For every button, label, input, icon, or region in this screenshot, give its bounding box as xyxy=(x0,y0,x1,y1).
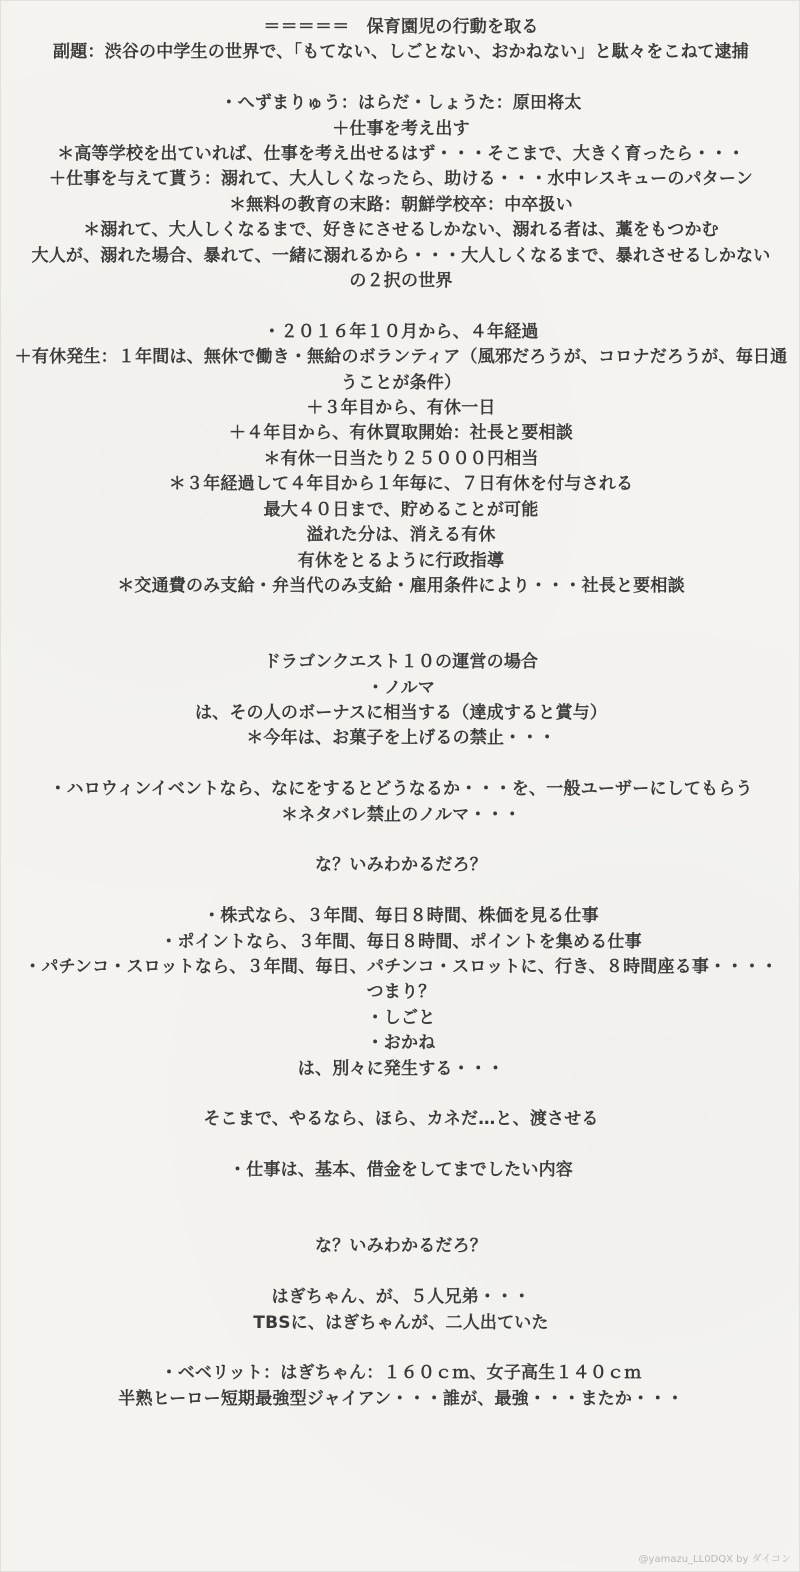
text-line: そこまで、やるなら、ほら、カネだ…と、渡させる xyxy=(203,1109,599,1130)
text-line: ＋３年目から、有休一日 xyxy=(306,398,496,419)
text-line: ＋仕事を与えて貰う：溺れて、大人しくなったら、助ける・・・水中レスキューのパターン xyxy=(48,169,753,190)
text-line: ＊３年経過して４年目から１年毎に、７日有休を付与される xyxy=(168,474,634,495)
text-line: ドラゴンクエスト１０の運営の場合 xyxy=(263,652,539,673)
text-line: ＊ネタバレ禁止のノルマ・・・ xyxy=(281,804,521,825)
blank-line xyxy=(11,828,791,853)
blank-line xyxy=(11,599,791,624)
text-line: ・おかね xyxy=(366,1033,436,1054)
text-line: ・ベベリット：はぎちゃん：１６０ｃｍ、女子高生１４０ｃｍ xyxy=(160,1363,642,1384)
text-line: はぎちゃん、が、５人兄弟・・・ xyxy=(271,1287,531,1308)
text-line: 副題：渋谷の中学生の世界で、「もてない、しごとない、おかねない」と駄々をこねて逮捕 xyxy=(53,42,749,63)
text-line: ・しごと xyxy=(366,1007,436,1028)
blank-line xyxy=(11,1184,791,1209)
text-line: ＋４年目から、有休買取開始：社長と要相談 xyxy=(229,423,573,444)
text-line: な？いみわかるだろ？ xyxy=(315,1236,487,1257)
text-line: 半熟ヒーロー短期最強型ジャイアン・・・誰が、最強・・・またか・・・ xyxy=(118,1388,684,1409)
text-line: ＝＝＝＝＝ 保育園児の行動を取る xyxy=(263,17,539,37)
blank-line xyxy=(11,625,791,650)
text-line: ・ノルマ xyxy=(366,677,436,698)
blank-line xyxy=(11,879,791,904)
text-line: TBSに、はぎちゃんが、二人出ていた xyxy=(253,1312,549,1333)
text-line: 溢れた分は、消える有休 xyxy=(306,525,496,546)
blank-line xyxy=(11,1260,791,1285)
blank-line xyxy=(11,66,791,91)
text-line: 最大４０日まで、貯めることが可能 xyxy=(263,499,539,520)
text-line: ・仕事は、基本、借金をしてまでしたい内容 xyxy=(229,1160,573,1181)
text-line: ＊高等学校を出ていれば、仕事を考え出せるはず・・・そこまで、大きく育ったら・・・ xyxy=(57,144,745,165)
credit-watermark: @yamazu_LL0DQX by ダイコン xyxy=(638,1554,791,1565)
text-line: ＊有休一日当たり２５０００円相当 xyxy=(263,448,539,469)
text-line: ・株式なら、３年間、毎日８時間、株価を見る仕事 xyxy=(203,906,599,927)
text-line: の２択の世界 xyxy=(349,271,453,292)
text-line: ・パチンコ・スロットなら、３年間、毎日、パチンコ・スロットに、行き、８時間座る事・・・・ xyxy=(24,956,778,977)
text-line: つまり？ xyxy=(366,982,436,1003)
text-line: 大人が、溺れた場合、暴れて、一緒に溺れるから・・・大人しくなるまで、暴れさせるしかない xyxy=(31,245,771,266)
text-line: は、その人のボーナスに相当する（達成すると賞与） xyxy=(194,702,608,723)
text-line: 有休をとるように行政指導 xyxy=(297,550,505,571)
blank-line xyxy=(11,294,791,319)
text-line: ＊無料の教育の末路：朝鮮学校卒：中卒扱い xyxy=(229,194,573,215)
blank-line xyxy=(11,1336,791,1361)
blank-line xyxy=(11,1133,791,1158)
text-line: ＊交通費のみ支給・弁当代のみ支給・雇用条件により・・・社長と要相談 xyxy=(117,575,685,596)
document-text xyxy=(11,15,791,1412)
text-line: ・２０１６年１０月から、４年経過 xyxy=(263,321,539,342)
blank-line xyxy=(11,752,791,777)
text-line: ・ハロウィンイベントなら、なにをするとどうなるか・・・を、一般ユーザーにしてもらう xyxy=(49,779,753,800)
text-line: ＋仕事を考え出す xyxy=(332,118,470,139)
text-line: ＊溺れて、大人しくなるまで、好きにさせるしかない、溺れる者は、藁をもつかむ xyxy=(83,220,719,241)
blank-line xyxy=(11,1209,791,1234)
text-line: は、別々に発生する・・・ xyxy=(297,1058,505,1079)
text-line: ・ポイントなら、３年間、毎日８時間、ポイントを集める仕事 xyxy=(160,931,642,952)
text-line: ＋有休発生：１年間は、無休で働き・無給のボランティア（風邪だろうが、コロナだろうが、毎日通うことが条件） xyxy=(14,347,788,393)
text-line: な？いみわかるだろ？ xyxy=(315,855,487,876)
text-line: ・へずまりゅう：はらだ・しょうた：原田将太 xyxy=(220,93,582,114)
blank-line xyxy=(11,1082,791,1107)
text-line: ＊今年は、お菓子を上げるの禁止・・・ xyxy=(246,728,556,749)
